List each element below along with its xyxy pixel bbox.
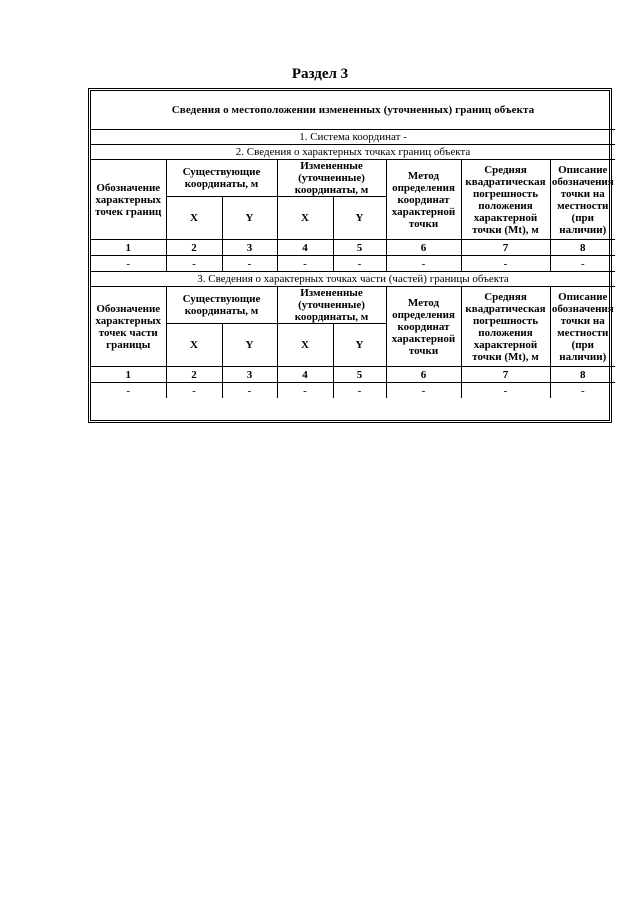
table-cell: - [222,256,277,272]
part2-data-row [91,256,615,272]
part2-accuracy-header: Средняя квадратическая погрешность положения характерной точки (Mt), м [461,160,550,240]
part2-col-number: 4 [277,240,333,256]
part3-changed-x-header: X [277,324,333,367]
part3-col-point-id-header: Обозначение характерных точек части границы [91,287,166,367]
part3-col-number: 3 [222,367,277,383]
table-cell: - [461,383,550,399]
part3-existing-y-header: Y [222,324,277,367]
table-cell: - [386,256,461,272]
table-cell: - [166,383,222,399]
part3-col-number: 6 [386,367,461,383]
table-cell: - [386,383,461,399]
part3-col-number: 2 [166,367,222,383]
part3-changed-coords-header: Измененные (уточненные) координаты, м [277,287,386,324]
part2-col-number: 8 [550,240,615,256]
part2-col-number: 5 [333,240,386,256]
part3-data-row [91,383,615,399]
table-title: Сведения о местоположении измененных (уточненных) границ объекта [91,91,615,130]
table-cell: - [91,256,166,272]
part2-description-header: Описание обозначения точки на местности (при наличии) [550,160,615,240]
part2-existing-y-header: Y [222,197,277,240]
part2-existing-coords-header: Существующие координаты, м [166,160,277,197]
table-cell: - [222,383,277,399]
part3-existing-x-header: X [166,324,222,367]
table-cell: - [333,383,386,399]
part2-changed-y-header: Y [333,197,386,240]
part3-accuracy-header: Средняя квадратическая погрешность положения характерной точки (Mt), м [461,287,550,367]
part2-col-number: 3 [222,240,277,256]
boundary-table-frame [88,88,612,423]
part3-column-numbers-row [91,367,615,383]
part2-col-number: 7 [461,240,550,256]
part3-col-number: 8 [550,367,615,383]
boundary-table [91,91,615,398]
part2-col-point-id-header: Обозначение характерных точек границ [91,160,166,240]
table-cell: - [333,256,386,272]
part3-changed-y-header: Y [333,324,386,367]
part2-existing-x-header: X [166,197,222,240]
part2-col-number: 2 [166,240,222,256]
part2-method-header: Метод определения координат характерной точки [386,160,461,240]
table-cell: - [550,256,615,272]
part2-changed-x-header: X [277,197,333,240]
part3-col-number: 5 [333,367,386,383]
part2-col-number: 1 [91,240,166,256]
part2-changed-coords-header: Измененные (уточненные) координаты, м [277,160,386,197]
part3-col-number: 1 [91,367,166,383]
part3-caption: 3. Сведения о характерных точках части (частей) границы объекта [91,272,615,287]
table-cell: - [91,383,166,399]
table-cell: - [277,383,333,399]
part3-method-header: Метод определения координат характерной точки [386,287,461,367]
part3-existing-coords-header: Существующие координаты, м [166,287,277,324]
part3-col-number: 4 [277,367,333,383]
part2-caption: 2. Сведения о характерных точках границ объекта [91,145,615,160]
table-cell: - [461,256,550,272]
coordinate-system-line: 1. Система координат - [91,130,615,145]
part3-description-header: Описание обозначения точки на местности (при наличии) [550,287,615,367]
table-cell: - [550,383,615,399]
part2-col-number: 6 [386,240,461,256]
section-title: Раздел 3 [291,66,349,82]
part3-col-number: 7 [461,367,550,383]
table-cell: - [277,256,333,272]
part2-column-numbers-row [91,240,615,256]
table-cell: - [166,256,222,272]
